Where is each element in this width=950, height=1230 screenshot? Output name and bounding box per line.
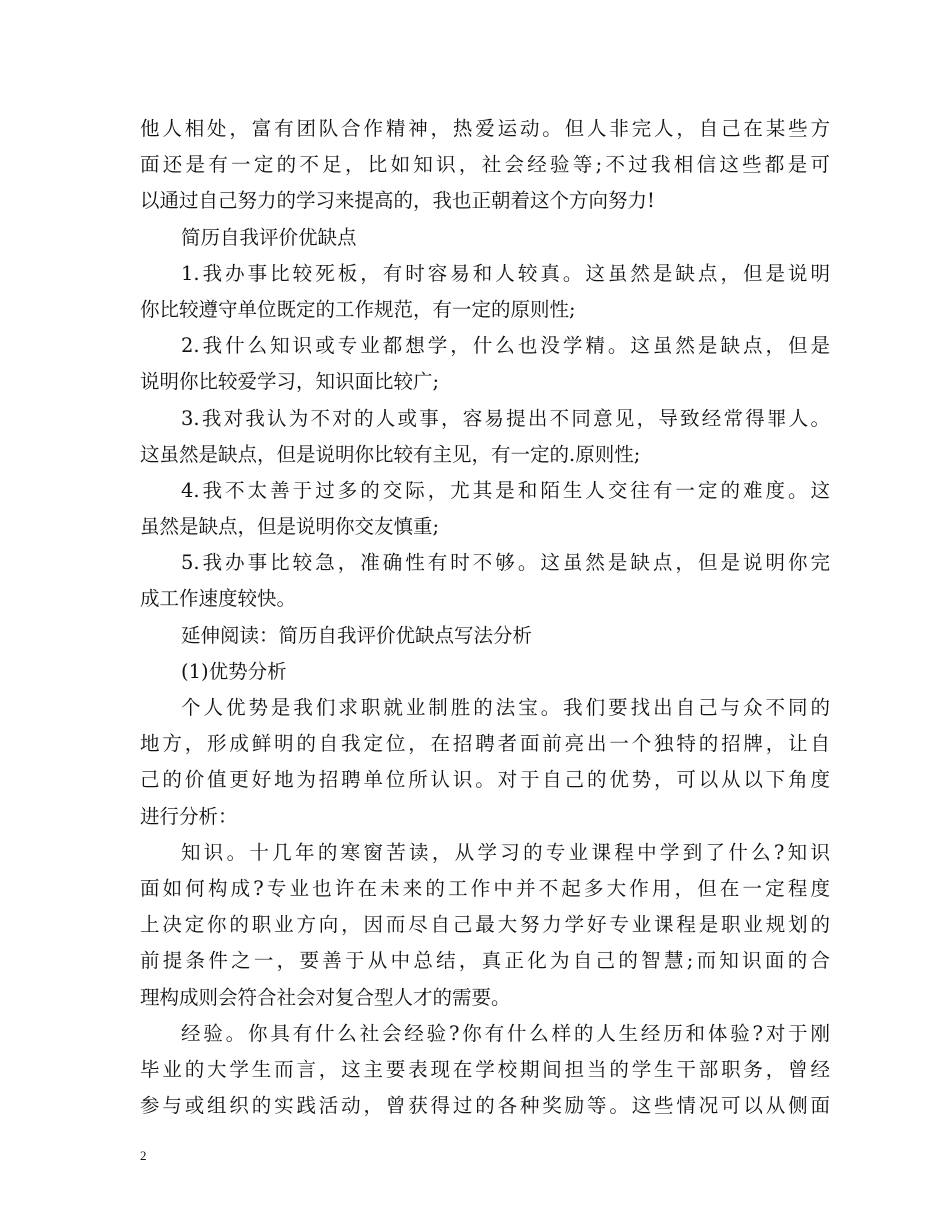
text-line: 面还是有一定的不足，比如知识，社会经验等;不过我相信这些都是可 — [140, 153, 830, 177]
text-line: 4.我不太善于过多的交际，尤其是和陌生人交往有一定的难度。这 — [181, 478, 830, 502]
text-line: 个人优势是我们求职就业制胜的法宝。我们要找出自己与众不同的 — [181, 696, 830, 719]
text-line: 1.我办事比较死板，有时容易和人较真。这虽然是缺点，但是说明 — [181, 261, 830, 285]
text-line: 你比较遵守单位既定的工作规范，有一定的原则性; — [140, 297, 576, 321]
section-heading: (1)优势分析 — [181, 659, 287, 683]
text-line: 成工作速度较快。 — [140, 587, 297, 611]
text-line: 5.我办事比较急，准确性有时不够。这虽然是缺点，但是说明你完 — [181, 551, 830, 575]
section-heading: 延伸阅读：简历自我评价优缺点写法分析 — [181, 623, 533, 647]
text-line: 理构成则会符合社会对复合型人才的需要。 — [140, 985, 511, 1009]
text-line: 进行分析： — [140, 804, 238, 828]
body-text — [140, 111, 830, 1124]
text-line: 前提条件之一，要善于从中总结，真正化为自己的智慧;而知识面的合 — [140, 949, 830, 973]
text-line: 说明你比较爱学习，知识面比较广; — [140, 370, 440, 394]
text-line: 知识。十几年的寒窗苦读，从学习的专业课程中学到了什么?知识 — [181, 840, 830, 864]
text-line: 地方，形成鲜明的自我定位，在招聘者面前亮出一个独特的招牌，让自 — [140, 732, 830, 756]
text-line: 面如何构成?专业也许在未来的工作中并不起多大作用，但在一定程度 — [140, 876, 830, 900]
section-heading: 简历自我评价优缺点 — [181, 225, 357, 249]
text-line: 经验。你具有什么社会经验?你有什么样的人生经历和体验?对于刚 — [181, 1021, 830, 1045]
text-line: 己的价值更好地为招聘单位所认识。对于自己的优势，可以从以下角度 — [140, 768, 830, 792]
text-line: 虽然是缺点，但是说明你交友慎重; — [140, 515, 440, 539]
text-line: 他人相处，富有团队合作精神，热爱运动。但人非完人，自己在某些方 — [140, 117, 830, 140]
text-line: 上决定你的职业方向，因而尽自己最大努力学好专业课程是职业规划的 — [140, 913, 830, 937]
page-number: 2 — [140, 1148, 147, 1163]
text-line: 2.我什么知识或专业都想学，什么也没学精。这虽然是缺点，但是 — [181, 334, 830, 358]
text-line: 3.我对我认为不对的人或事，容易提出不同意见，导致经常得罪人。 — [181, 406, 830, 430]
text-line: 以通过自己努力的学习来提高的，我也正朝着这个方向努力! — [140, 189, 655, 213]
text-line: 参与或组织的实践活动，曾获得过的各种奖励等。这些情况可以从侧面 — [140, 1094, 830, 1118]
text-line: 毕业的大学生而言，这主要表现在学校期间担当的学生干部职务，曾经 — [140, 1057, 830, 1081]
text-line: 这虽然是缺点，但是说明你比较有主见，有一定的.原则性; — [140, 442, 641, 466]
